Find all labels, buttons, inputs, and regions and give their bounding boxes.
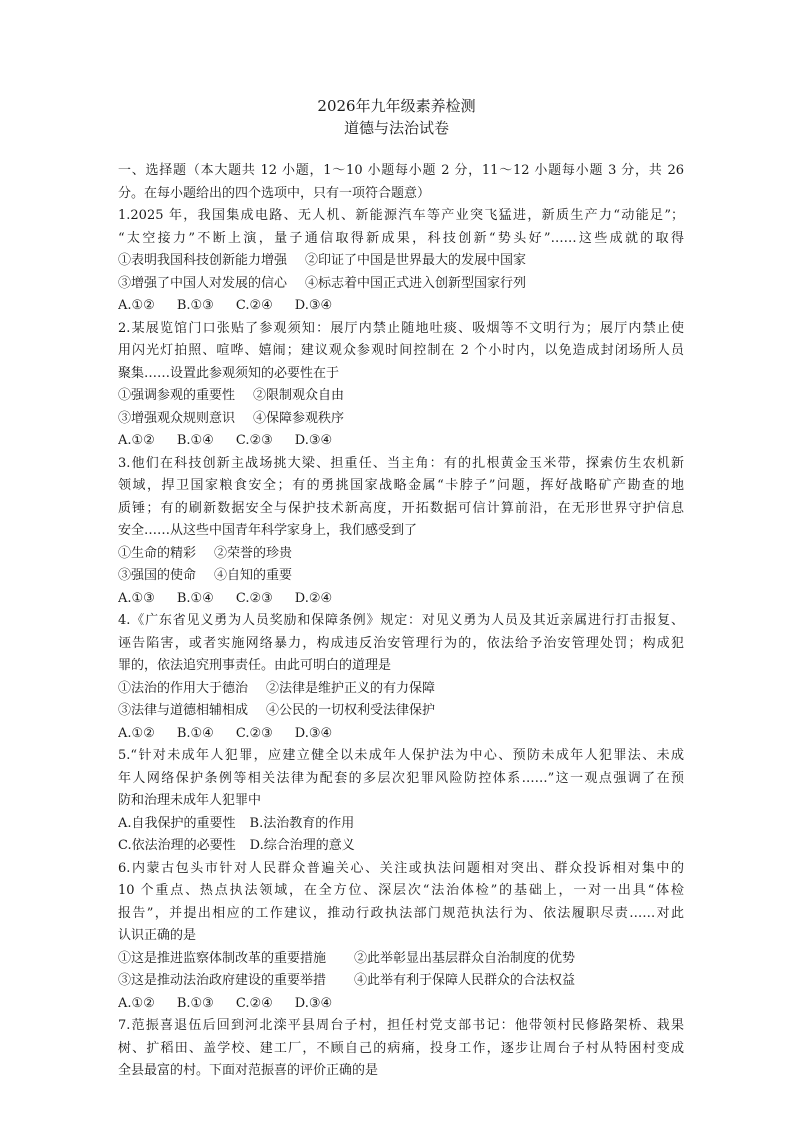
q6-stem-line-1: 6.内蒙古包头市针对人民群众普遍关心、关注或执法问题相对突出、群众投诉相对集中的: [118, 860, 684, 876]
q6-items-row-2: [118, 970, 684, 993]
q2-item-3: ③增强观众规则意识: [118, 410, 236, 426]
q1-stem-line-1: 1.2025 年，我国集成电路、无人机、新能源汽车等产业突飞猛进，新质生产力“动能足”；: [118, 208, 684, 223]
q2-item-2: ②限制观众自由: [253, 388, 345, 403]
q6-choices: [118, 993, 684, 1016]
q5-choices-row-2: [118, 835, 684, 858]
q5-choice-d: D.综合治理的意义: [249, 838, 355, 853]
q7-stem-line-2: 树、扩稻田、盖学校、建工厂，不顾自己的病痛，投身工作，逐步让周台子村从特困村变成: [118, 1040, 684, 1056]
q7-stem-line-1: 7.范振喜退伍后回到河北滦平县周台子村，担任村党支部书记：他带领村民修路架桥、栽果: [118, 1018, 684, 1033]
q3-choice-c: C.②③: [235, 590, 273, 606]
q6-choice-a: A.①②: [118, 995, 155, 1011]
q3-choices: [118, 588, 684, 611]
q6-stem-line-2: 10 个重点、热点执法领域，在全方位、深层次“法治体检”的基础上，一对一出具“体检: [118, 883, 684, 898]
q3-choice-b: B.①④: [176, 590, 214, 606]
q2-item-1: ①强调参观的重要性: [118, 388, 236, 403]
q2-items-row-1: [118, 385, 684, 408]
q2-item-4: ④保障参观秩序: [253, 410, 345, 426]
q6-item-3: ③这是推动法治政府建设的重要举措: [118, 973, 327, 988]
q6-item-2: ②此举彰显出基层群众自治制度的优势: [354, 950, 576, 966]
q1-choice-d: D.③④: [294, 298, 333, 313]
q2-choice-d: D.③④: [294, 433, 333, 448]
q3-items-row-1: [118, 543, 684, 566]
q5-choice-c: C.依法治理的必要性: [118, 838, 236, 853]
q3-items-row-2: [118, 565, 684, 588]
q5-choice-a: A.自我保护的重要性: [118, 815, 236, 831]
q5-stem-line-2: 年人网络保护条例等相关法律为配套的多层次犯罪风险防控体系……”这一观点强调了在预: [118, 770, 684, 786]
q4-items-row-2: [118, 700, 684, 723]
q1-item-1: ①表明我国科技创新能力增强: [118, 253, 288, 268]
q3-stem-line-1: 3.他们在科技创新主战场挑大梁、担重任、当主角：有的扎根黄金玉米带，探索仿生农机新: [118, 455, 684, 471]
q6-item-4: ④此举有利于保障人民群众的合法权益: [354, 973, 576, 988]
q5-stem-line-1: 5.“针对未成年人犯罪，应建立健全以未成年人保护法为中心、预防未成年人犯罪法、未成: [118, 748, 684, 763]
q3-item-1: ①生命的精彩: [118, 545, 197, 561]
q1-choices: [118, 295, 684, 318]
q6-stem-line-3: 报告”，并提出相应的工作建议，推动行政执法部门规范执法行为、依法履职尽责……对此: [118, 905, 684, 921]
q4-choice-a: A.①②: [118, 725, 155, 741]
q2-choices: [118, 430, 684, 453]
q5-stem-line-3: 防和治理未成年人犯罪中: [118, 793, 262, 808]
section-instructions-line-2: 分。在每小题给出的四个选项中，只有一项符合题意）: [118, 185, 431, 201]
q6-choice-d: D.③④: [294, 995, 333, 1011]
q7-stem-line-3: 全县最富的村。下面对范振喜的评价正确的是: [118, 1063, 379, 1078]
exam-title: 2026年九年级素养检测: [317, 97, 476, 115]
q1-choice-c: C.②④: [235, 298, 273, 313]
q3-item-4: ④自知的重要: [214, 568, 293, 583]
q3-stem-line-4: 安全……从这些中国青年科学家身上，我们感受到了: [118, 523, 418, 538]
q6-choice-c: C.②④: [235, 995, 273, 1011]
q4-stem-line-2: 诬告陷害，或者实施网络暴力，构成违反治安管理行为的，依法给予治安管理处罚；构成犯: [118, 635, 684, 651]
q4-stem-line-1: 4.《广东省见义勇为人员奖励和保障条例》规定：对见义勇为人员及其近亲属进行打击报复、: [118, 613, 684, 628]
q4-item-1: ①法治的作用大于德治: [118, 680, 249, 696]
q3-item-3: ③强国的使命: [118, 568, 197, 583]
q4-choice-b: B.①④: [176, 725, 214, 741]
q5-choices-row-1: [118, 813, 684, 836]
section-instructions-line-1: 一、选择题（本大题共 12 小题，1～10 小题每小题 2 分，11～12 小题每小题 3 分，共 26: [118, 163, 684, 178]
q2-choice-c: C.②③: [235, 433, 273, 448]
q1-items-row-2: [118, 273, 684, 296]
q1-choice-b: B.①③: [176, 298, 214, 313]
q2-items-row-2: [118, 408, 684, 431]
q3-choice-d: D.②④: [294, 590, 333, 606]
q2-choice-b: B.①④: [176, 433, 214, 448]
q4-stem-line-3: 罪的，依法追究刑事责任。由此可明白的道理是: [118, 658, 392, 673]
q5-choice-b: B.法治教育的作用: [249, 815, 355, 831]
q4-choice-d: D.③④: [294, 725, 333, 741]
q6-choice-b: B.①③: [176, 995, 214, 1011]
q4-item-4: ④公民的一切权利受法律保护: [266, 703, 436, 718]
q2-stem-line-2: 用闪光灯拍照、喧哗、嬉闹；建议观众参观时间控制在 2 个小时内，以免造成封闭场所人员: [118, 343, 684, 358]
q1-items-row-1: [118, 250, 684, 273]
q3-choice-a: A.①③: [118, 590, 155, 606]
q1-item-3: ③增强了中国人对发展的信心: [118, 275, 288, 291]
q3-stem-line-3: 质锤；有的刷新数据安全与保护技术新高度，开拓数据可信计算前沿，在无形世界守护信息: [118, 500, 684, 516]
q6-items-row-1: [118, 948, 684, 971]
q1-choice-a: A.①②: [118, 298, 155, 313]
q1-item-4: ④标志着中国正式进入创新型国家行列: [305, 275, 527, 291]
q3-item-2: ②荣誉的珍贵: [214, 545, 293, 561]
q4-item-3: ③法律与道德相辅相成: [118, 703, 249, 718]
q2-stem-line-1: 2.某展览馆门口张贴了参观须知：展厅内禁止随地吐痰、吸烟等不文明行为；展厅内禁止使: [118, 320, 684, 336]
q6-stem-line-4: 认识正确的是: [118, 928, 197, 943]
q3-stem-line-2: 领域，捍卫国家粮食安全；有的勇挑国家战略金属“卡脖子”问题，挥好战略矿产勘查的地: [118, 478, 684, 493]
exam-subtitle: 道德与法治试卷: [343, 119, 449, 137]
q4-choices: [118, 723, 684, 746]
q1-stem-line-2: “太空接力”不断上演，量子通信取得新成果，科技创新“势头好”……这些成就的取得: [118, 230, 684, 246]
q4-items-row-1: [118, 678, 684, 701]
q2-choice-a: A.①②: [118, 433, 155, 448]
q2-stem-line-3: 聚集……设置此参观须知的必要性在于: [118, 365, 340, 381]
q1-item-2: ②印证了中国是世界最大的发展中国家: [305, 253, 527, 268]
q4-choice-c: C.②③: [235, 725, 273, 741]
exam-content: [118, 160, 684, 1083]
q6-item-1: ①这是推进监察体制改革的重要措施: [118, 950, 327, 966]
q4-item-2: ②法律是维护正义的有力保障: [266, 680, 436, 696]
